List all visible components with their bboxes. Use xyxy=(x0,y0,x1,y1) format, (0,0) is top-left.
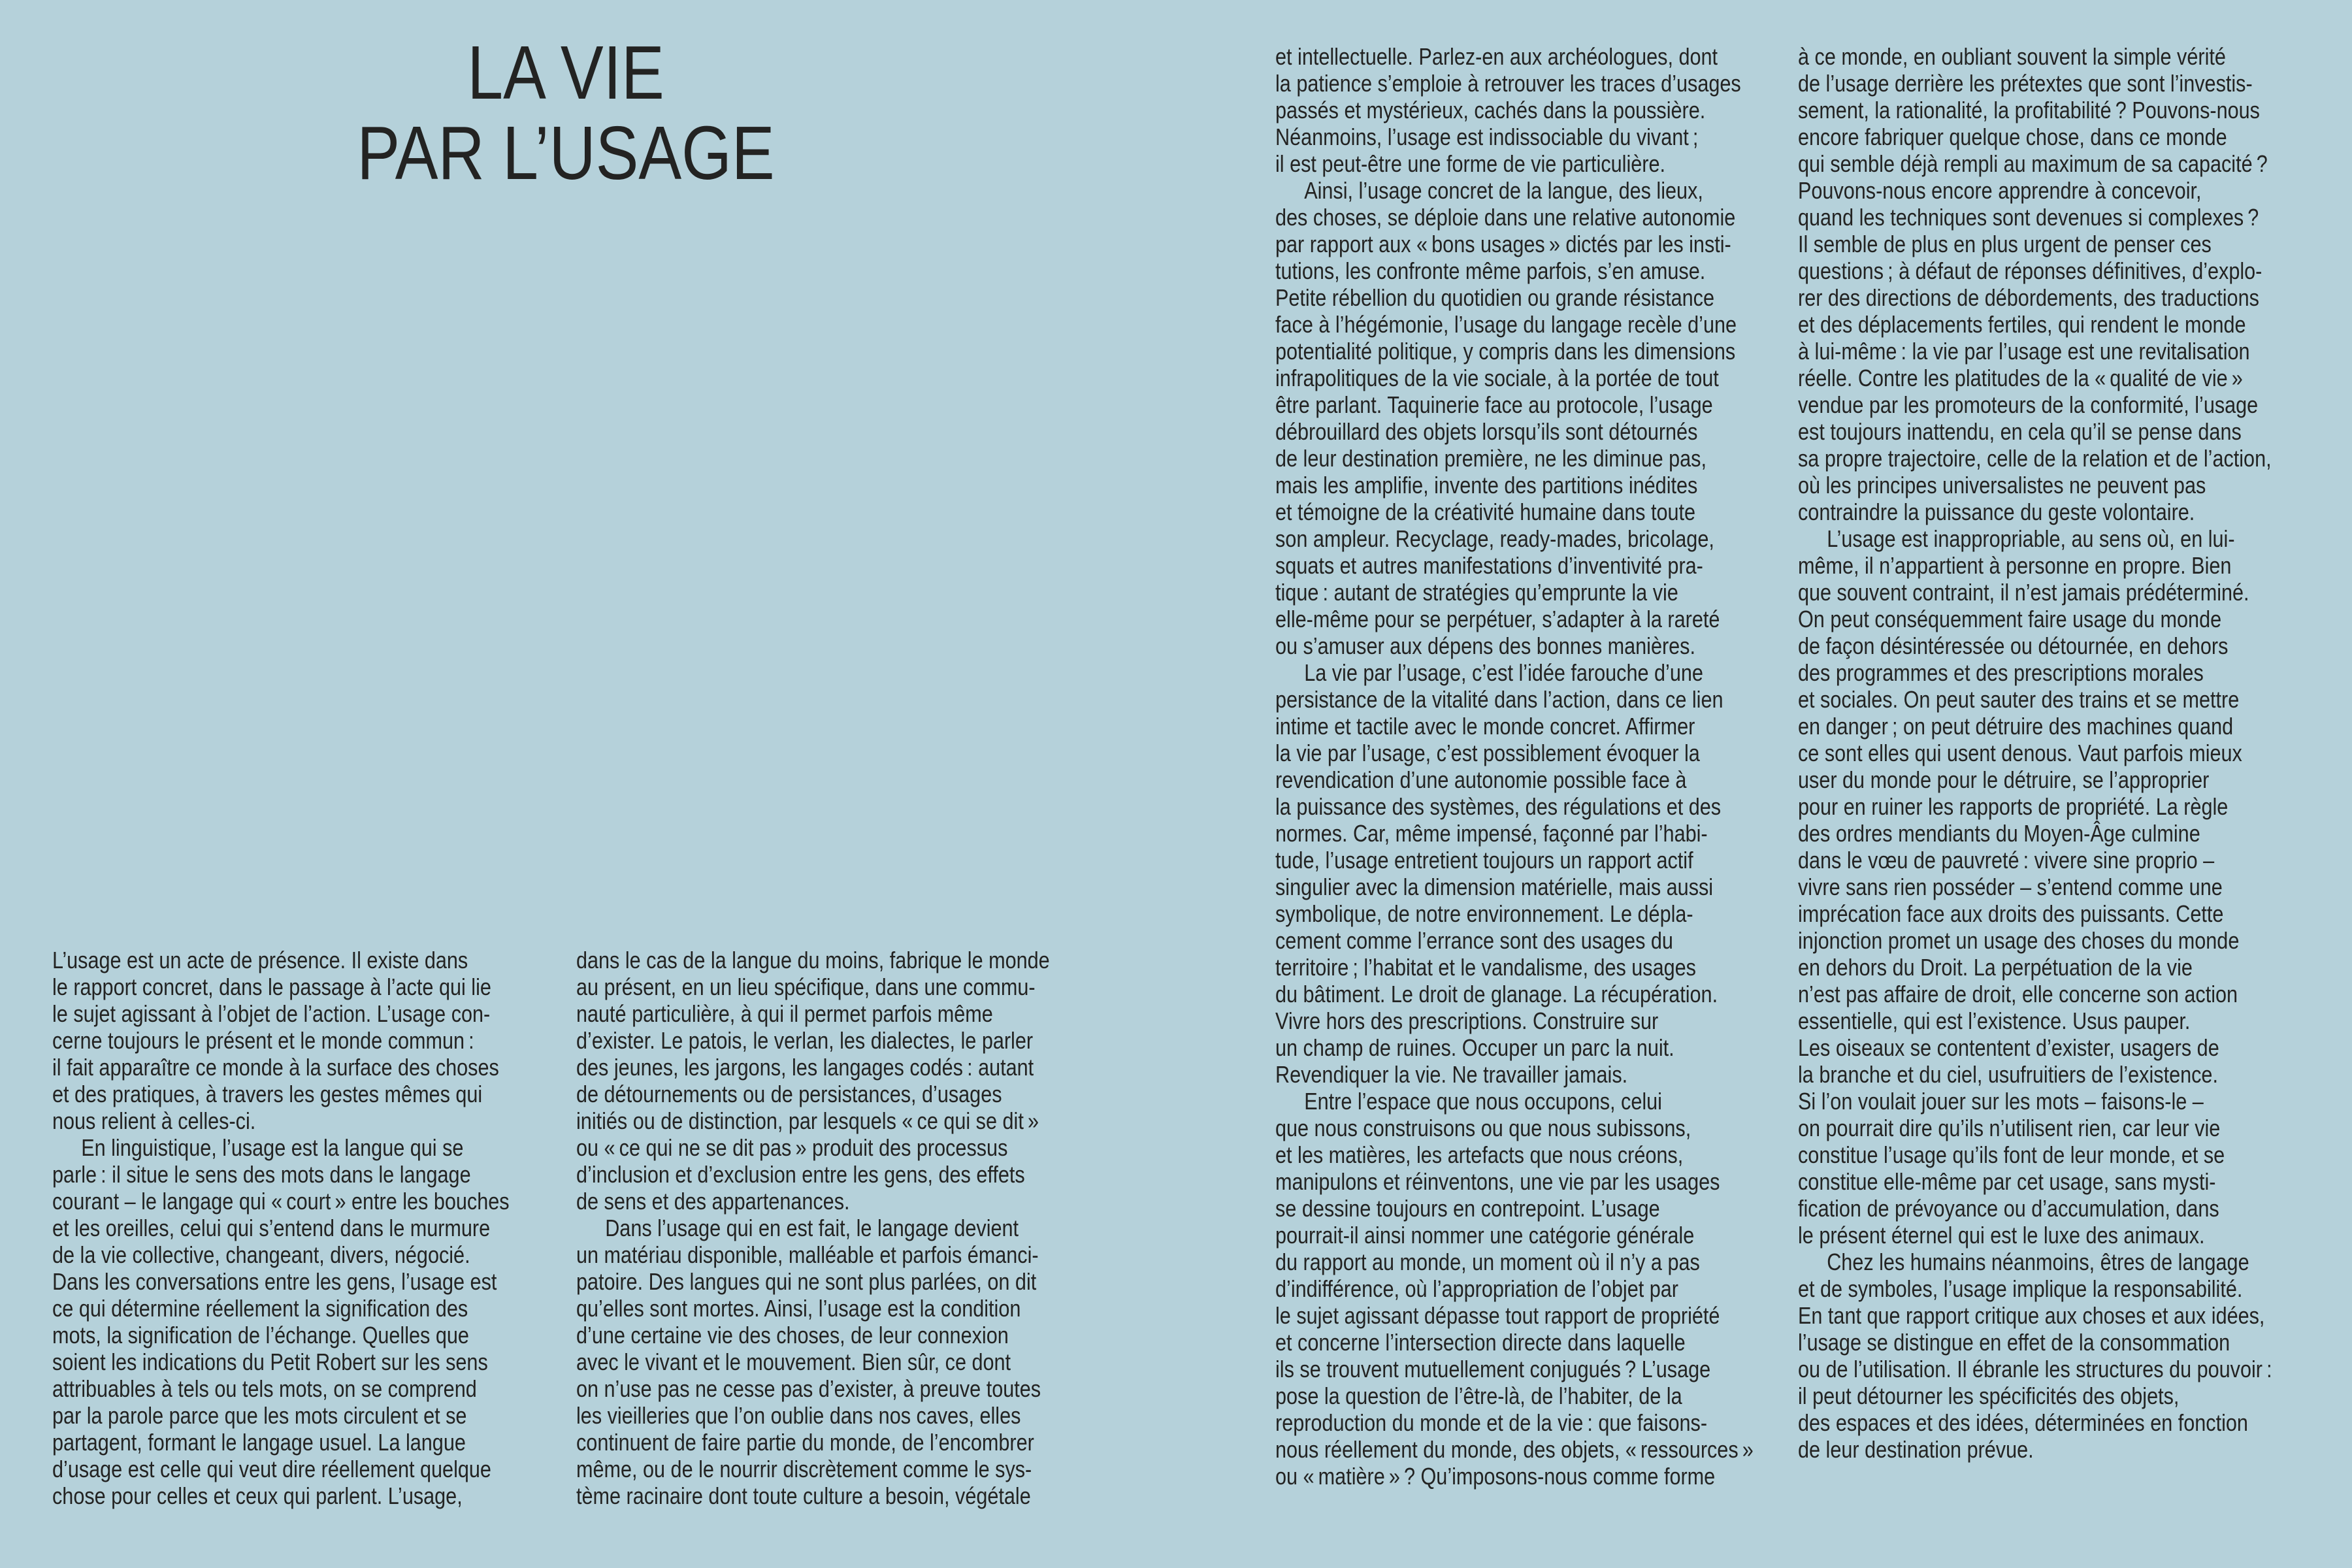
text-line: On peut conséquemment faire usage du monde xyxy=(1798,606,2222,632)
text-line: du rapport au monde, un moment où il n’y a pas xyxy=(1275,1249,1700,1275)
text-line: la patience s’emploie à retrouver les traces d’usages xyxy=(1275,70,1741,97)
text-line: et de symboles, l’usage implique la responsabilité. xyxy=(1798,1275,2243,1302)
text-line: Pouvons-nous encore apprendre à concevoir, xyxy=(1798,177,2202,204)
text-line: En linguistique, l’usage est la langue qui se xyxy=(81,1134,464,1161)
text-line: en dehors du Droit. La perpétuation de la vie xyxy=(1798,954,2193,981)
text-line: ou « ce qui ne se dit pas » produit des processus xyxy=(576,1134,1008,1161)
text-line: L’usage est inappropriable, au sens où, en lui- xyxy=(1827,525,2235,552)
text-line: injonction promet un usage des choses du monde xyxy=(1798,927,2240,954)
text-line: Les oiseaux se contentent d’exister, usagers de xyxy=(1798,1034,2219,1061)
text-line: n’est pas affaire de droit, elle concerne son action xyxy=(1798,981,2238,1007)
text-line: Dans les conversations entre les gens, l’usage est xyxy=(52,1268,497,1295)
text-line: soient les indications du Petit Robert sur les sens xyxy=(52,1348,488,1375)
text-line: des choses, se déploie dans une relative autonomie xyxy=(1275,204,1736,231)
text-line: son ampleur. Recyclage, ready-mades, bricolage, xyxy=(1275,525,1714,552)
text-line: rer des directions de débordements, des traductions xyxy=(1798,284,2259,311)
text-line: est toujours inattendu, en cela qu’il se pense dans xyxy=(1798,418,2242,445)
text-line: nous réellement du monde, des objets, « ressources » xyxy=(1275,1436,1754,1463)
text-line: ce qui détermine réellement la signification des xyxy=(52,1295,468,1322)
text-line: des jeunes, les jargons, les langages codés : autant xyxy=(576,1054,1034,1081)
text-line: d’exister. Le patois, le verlan, les dialectes, le parler xyxy=(576,1027,1034,1054)
text-line: d’une certaine vie des choses, de leur connexion xyxy=(576,1322,1009,1348)
text-line: ils se trouvent mutuellement conjugués ? L’usage xyxy=(1275,1356,1711,1382)
text-column-4 xyxy=(1798,43,2304,1463)
text-line: revendication d’une autonomie possible face à xyxy=(1275,766,1687,793)
text-line: cement comme l’errance sont des usages du xyxy=(1275,927,1673,954)
text-line: qui semble déjà rempli au maximum de sa capacité ? xyxy=(1798,150,2268,177)
text-line: on pourrait dire qu’ils n’utilisent rien, car leur vie xyxy=(1798,1115,2221,1141)
text-line: la puissance des systèmes, des régulations et des xyxy=(1275,793,1722,820)
text-line: Il semble de plus en plus urgent de penser ces xyxy=(1798,231,2212,257)
text-line: pour en ruiner les rapports de propriété. La règle xyxy=(1798,793,2229,820)
text-line: les vieilleries que l’on oublie dans nos caves, elles xyxy=(576,1402,1021,1429)
text-line: de la vie collective, changeant, divers, négocié. xyxy=(52,1241,470,1268)
text-line: le rapport concret, dans le passage à l’acte qui lie xyxy=(52,973,491,1000)
text-line: il fait apparaître ce monde à la surface des choses xyxy=(52,1054,499,1081)
text-line: elle-même pour se perpétuer, s’adapter à la rareté xyxy=(1275,606,1720,632)
text-line: d’inclusion et d’exclusion entre les gens, des effets xyxy=(576,1161,1025,1188)
text-line: réelle. Contre les platitudes de la « qualité de vie » xyxy=(1798,365,2243,391)
text-line: potentialité politique, y compris dans les dimensions xyxy=(1275,338,1736,365)
text-line: tique : autant de stratégies qu’emprunte la vie xyxy=(1275,579,1678,606)
text-line: vendue par les promoteurs de la conformité, l’usage xyxy=(1798,391,2259,418)
text-line: passés et mystérieux, cachés dans la poussière. xyxy=(1275,97,1706,123)
text-line: pourrait-il ainsi nommer une catégorie générale xyxy=(1275,1222,1695,1249)
text-line: de détournements ou de persistances, d’usages xyxy=(576,1081,1002,1107)
text-line: vivre sans rien posséder – s’entend comme une xyxy=(1798,874,2223,900)
text-line: d’usage est celle qui veut dire réellement quelque xyxy=(52,1456,491,1482)
text-line: ou s’amuser aux dépens des bonnes manières. xyxy=(1275,632,1695,659)
text-line: de leur destination première, ne les diminue pas, xyxy=(1275,445,1707,472)
text-line: partagent, formant le langage usuel. La langue xyxy=(52,1429,466,1456)
text-line: même, il n’appartient à personne en propre. Bien xyxy=(1798,552,2232,579)
text-line: être parlant. Taquinerie face au protocole, l’usage xyxy=(1275,391,1713,418)
text-line: user du monde pour le détruire, se l’approprier xyxy=(1798,766,2210,793)
text-line: symbolique, de notre environnement. Le dépla- xyxy=(1275,900,1693,927)
text-line: Néanmoins, l’usage est indissociable du vivant ; xyxy=(1275,123,1699,150)
text-line: des espaces et des idées, déterminées en fonction xyxy=(1798,1409,2248,1436)
text-line: et des pratiques, à travers les gestes mêmes qui xyxy=(52,1081,483,1107)
text-line: on n’use pas ne cesse pas d’exister, à preuve toutes xyxy=(576,1375,1041,1402)
text-line: à ce monde, en oubliant souvent la simple vérité xyxy=(1798,43,2226,70)
text-line: La vie par l’usage, c’est l’idée farouche d’une xyxy=(1304,659,1703,686)
text-line: quand les techniques sont devenues si complexes ? xyxy=(1798,204,2259,231)
text-line: initiés ou de distinction, par lesquels « ce qui se dit » xyxy=(576,1107,1039,1134)
text-line: reproduction du monde et de la vie : que faisons- xyxy=(1275,1409,1708,1436)
text-line: avec le vivant et le mouvement. Bien sûr, ce dont xyxy=(576,1348,1011,1375)
text-line: manipulons et réinventons, une vie par les usages xyxy=(1275,1168,1720,1195)
text-line: des ordres mendiants du Moyen-Âge culmine xyxy=(1798,820,2200,847)
text-line: constitue elle-même par cet usage, sans mysti- xyxy=(1798,1168,2216,1195)
page-title-line: PAR L’USAGE xyxy=(357,110,775,195)
text-line: par la parole parce que les mots circulent et se xyxy=(52,1402,467,1429)
text-line: sa propre trajectoire, celle de la relation et de l’action, xyxy=(1798,445,2272,472)
text-line: Chez les humains néanmoins, êtres de langage xyxy=(1827,1249,2249,1275)
text-line: Dans l’usage qui en est fait, le langage devient xyxy=(605,1215,1019,1241)
text-line: mots, la signification de l’échange. Quelles que xyxy=(52,1322,469,1348)
text-line: et les matières, les artefacts que nous créons, xyxy=(1275,1141,1684,1168)
text-line: continuent de faire partie du monde, de l’encombrer xyxy=(576,1429,1034,1456)
text-line: essentielle, qui est l’existence. Usus pauper. xyxy=(1798,1007,2191,1034)
text-line: Entre l’espace que nous occupons, celui xyxy=(1304,1088,1662,1115)
text-line: ou « matière » ? Qu’imposons-nous comme forme xyxy=(1275,1463,1716,1490)
text-line: et intellectuelle. Parlez-en aux archéologues, dont xyxy=(1275,43,1718,70)
text-line: face à l’hégémonie, l’usage du langage recèle d’une xyxy=(1275,311,1737,338)
text-line: et concerne l’intersection directe dans laquelle xyxy=(1275,1329,1686,1356)
text-line: d’indifférence, où l’appropriation de l’objet par xyxy=(1275,1275,1678,1302)
text-line: chose pour celles et ceux qui parlent. L’usage, xyxy=(52,1482,463,1509)
text-line: tutions, les confronte même parfois, s’en amuse. xyxy=(1275,257,1706,284)
text-line: imprécation face aux droits des puissants. Cette xyxy=(1798,900,2224,927)
text-line: questions ; à défaut de réponses définitives, d’explo- xyxy=(1798,257,2262,284)
text-line: débrouillard des objets lorsqu’ils sont détournés xyxy=(1275,418,1698,445)
text-line: mais les amplifie, invente des partitions inédites xyxy=(1275,472,1698,498)
text-line: l’usage se distingue en effet de la consommation xyxy=(1798,1329,2230,1356)
text-line: il est peut-être une forme de vie particulière. xyxy=(1275,150,1666,177)
text-line: par rapport aux « bons usages » dictés par les insti- xyxy=(1275,231,1731,257)
text-line: le sujet agissant à l’objet de l’action. L’usage con- xyxy=(52,1000,491,1027)
text-column-3 xyxy=(1275,43,1782,1490)
text-line: Revendiquer la vie. Ne travailler jamais. xyxy=(1275,1061,1628,1088)
text-line: de sens et des appartenances. xyxy=(576,1188,850,1215)
text-line: Petite rébellion du quotidien ou grande résistance xyxy=(1275,284,1714,311)
text-line: sement, la rationalité, la profitabilité ? Pouvons-nous xyxy=(1798,97,2260,123)
text-line: dans le vœu de pauvreté : vivere sine proprio – xyxy=(1798,847,2215,874)
text-line: le présent éternel qui est le luxe des animaux. xyxy=(1798,1222,2205,1249)
text-line: territoire ; l’habitat et le vandalisme, des usages xyxy=(1275,954,1696,981)
text-line: En tant que rapport critique aux choses et aux idées, xyxy=(1798,1302,2265,1329)
text-line: qu’elles sont mortes. Ainsi, l’usage est la condition xyxy=(576,1295,1021,1322)
text-line: tème racinaire dont toute culture a besoin, végétale xyxy=(576,1482,1031,1509)
text-line: au présent, en un lieu spécifique, dans une commu- xyxy=(576,973,1036,1000)
text-line: et les oreilles, celui qui s’entend dans le murmure xyxy=(52,1215,491,1241)
text-line: ce sont elles qui usent denous. Vaut parfois mieux xyxy=(1798,740,2242,766)
text-line: du bâtiment. Le droit de glanage. La récupération. xyxy=(1275,981,1718,1007)
text-line: contraindre la puissance du geste volontaire. xyxy=(1798,498,2195,525)
text-line: que nous construisons ou que nous subissons, xyxy=(1275,1115,1691,1141)
text-line: infrapolitiques de la vie sociale, à la portée de tout xyxy=(1275,365,1719,391)
text-line: à lui-même : la vie par l’usage est une revitalisation xyxy=(1798,338,2250,365)
text-line: tude, l’usage entretient toujours un rapport actif xyxy=(1275,847,1693,874)
text-line: le sujet agissant dépasse tout rapport de propriété xyxy=(1275,1302,1720,1329)
text-line: et témoigne de la créativité humaine dans toute xyxy=(1275,498,1696,525)
text-line: de leur destination prévue. xyxy=(1798,1436,2034,1463)
text-line: un matériau disponible, malléable et parfois émanci- xyxy=(576,1241,1039,1268)
text-column-1 xyxy=(52,947,559,1509)
text-line: la vie par l’usage, c’est possiblement évoquer la xyxy=(1275,740,1700,766)
text-line: courant – le langage qui « court » entre les bouches xyxy=(52,1188,510,1215)
text-line: et des déplacements fertiles, qui rendent le monde xyxy=(1798,311,2246,338)
text-line: intime et tactile avec le monde concret. Affirmer xyxy=(1275,713,1695,740)
page-title xyxy=(52,30,1079,195)
text-line: où les principes universalistes ne peuvent pas xyxy=(1798,472,2206,498)
text-line: normes. Car, même impensé, façonné par l’habi- xyxy=(1275,820,1708,847)
page-title-line: LA VIE xyxy=(467,30,664,115)
text-line: nous relient à celles-ci. xyxy=(52,1107,256,1134)
text-line: la branche et du ciel, usufruitiers de l’existence. xyxy=(1798,1061,2218,1088)
text-line: de façon désintéressée ou détournée, en dehors xyxy=(1798,632,2229,659)
text-line: nauté particulière, à qui il permet parfois même xyxy=(576,1000,993,1027)
text-line: un champ de ruines. Occuper un parc la nuit. xyxy=(1275,1034,1674,1061)
page-title-inner xyxy=(129,30,1002,195)
text-line: Vivre hors des prescriptions. Construire sur xyxy=(1275,1007,1659,1034)
text-line: L’usage est un acte de présence. Il existe dans xyxy=(52,947,468,973)
text-line: persistance de la vitalité dans l’action, dans ce lien xyxy=(1275,686,1723,713)
text-line: il peut détourner les spécificités des objets, xyxy=(1798,1382,2180,1409)
text-line: Si l’on voulait jouer sur les mots – faisons-le – xyxy=(1798,1088,2204,1115)
text-line: constitue l’usage qu’ils font de leur monde, et se xyxy=(1798,1141,2225,1168)
text-line: dans le cas de la langue du moins, fabrique le monde xyxy=(576,947,1050,973)
text-line: ou de l’utilisation. Il ébranle les structures du pouvoir : xyxy=(1798,1356,2272,1382)
text-line: se dessine toujours en contrepoint. L’usage xyxy=(1275,1195,1660,1222)
text-line: Ainsi, l’usage concret de la langue, des lieux, xyxy=(1304,177,1703,204)
text-line: fication de prévoyance ou d’accumulation, dans xyxy=(1798,1195,2219,1222)
text-line: en danger ; on peut détruire des machines quand xyxy=(1798,713,2234,740)
text-line: des programmes et des prescriptions morales xyxy=(1798,659,2204,686)
text-line: que souvent contraint, il n’est jamais prédéterminé. xyxy=(1798,579,2249,606)
text-line: même, ou de le nourrir discrètement comme le sys- xyxy=(576,1456,1032,1482)
text-line: pose la question de l’être-là, de l’habiter, de la xyxy=(1275,1382,1682,1409)
text-line: squats et autres manifestations d’inventivité pra- xyxy=(1275,552,1703,579)
text-line: attribuables à tels ou tels mots, on se comprend xyxy=(52,1375,477,1402)
text-line: encore fabriquer quelque chose, dans ce monde xyxy=(1798,123,2227,150)
text-line: et sociales. On peut sauter des trains et se mettre xyxy=(1798,686,2240,713)
text-line: de l’usage derrière les prétextes que sont l’investis- xyxy=(1798,70,2253,97)
text-line: parle : il situe le sens des mots dans le langage xyxy=(52,1161,471,1188)
text-line: cerne toujours le présent et le monde commun : xyxy=(52,1027,474,1054)
text-line: singulier avec la dimension matérielle, mais aussi xyxy=(1275,874,1714,900)
text-column-2 xyxy=(576,947,1083,1509)
text-line: patoire. Des langues qui ne sont plus parlées, on dit xyxy=(576,1268,1037,1295)
